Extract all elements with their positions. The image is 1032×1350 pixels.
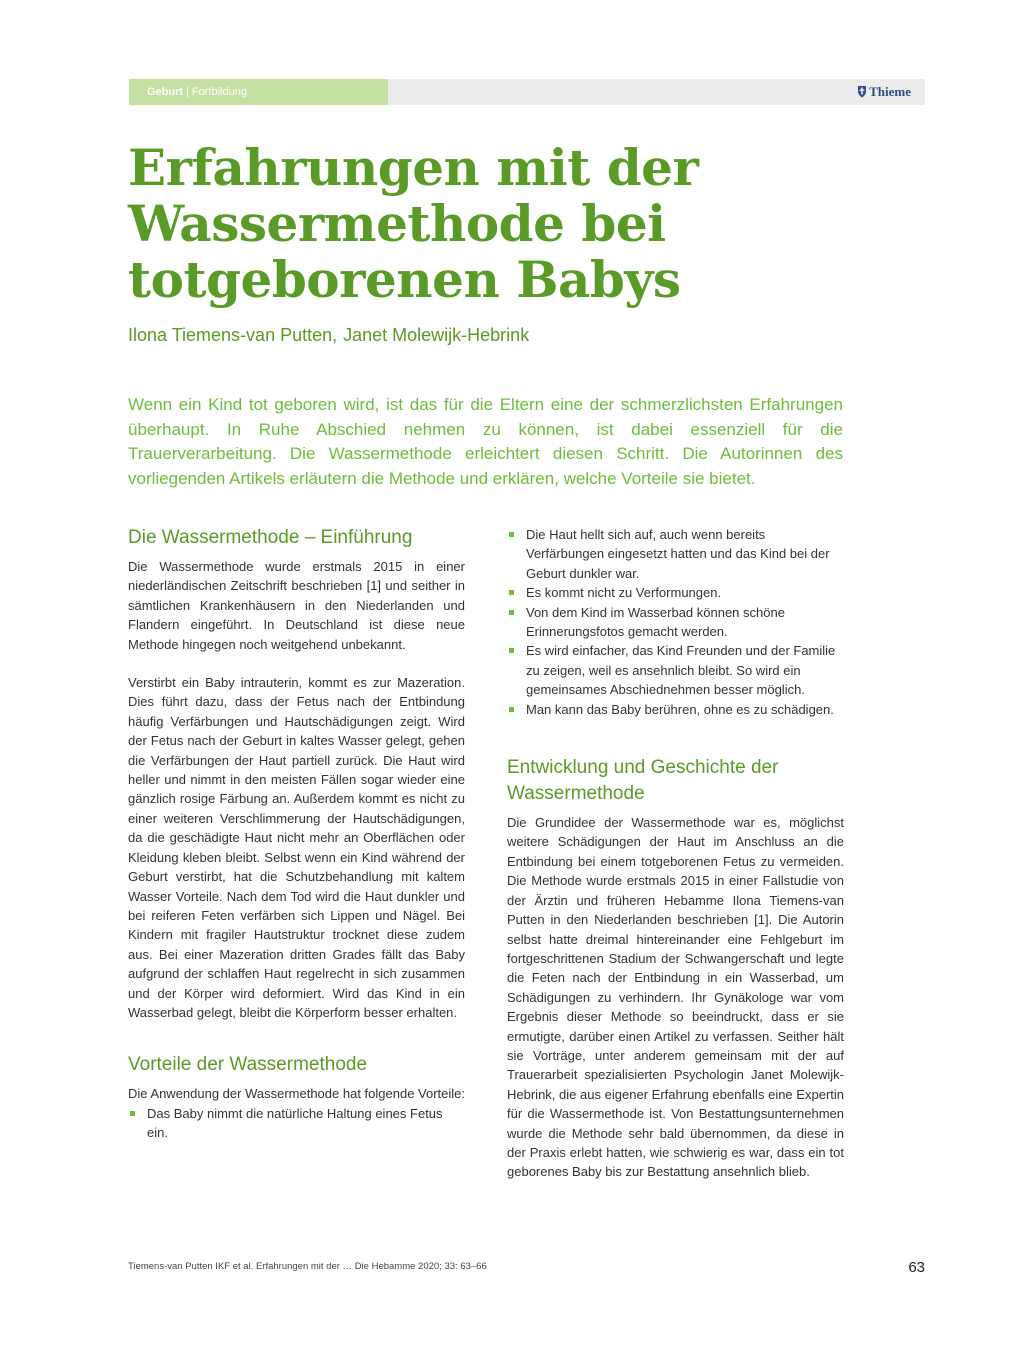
lead-paragraph: Wenn ein Kind tot geboren wird, ist das für die Eltern eine der schmerzlichsten Erfahrungen überhaupt. In Ruhe Abschied nehmen zu können, ist dabei essenziell für die Trauerverarbeitung. Die Wassermethode erleichtert diesen Schritt. Die Autorinnen des vorliegenden Artikels erläutern die Methode und erklären, welche Vorteile sie bietet. <box>128 395 843 488</box>
advantages-list <box>128 1104 465 1143</box>
title-line: totgeborenen Babys <box>128 250 681 309</box>
body-paragraph: Verstirbt ein Baby intrauterin, kommt es zur Mazeration. Dies führt dazu, dass der Fetus nach der Entbindung häufig Verfärbungen und Hautschädigungen zeigt. Wird der Fetus nach der Geburt in kaltes Wasser gelegt, gehen die Verfärbungen der Haut partiell zurück. Die Haut wird heller und nimmt in den meisten Fällen sogar wieder eine gänzlich rosige Färbung an. Außerdem kommt es nicht zu einer weiteren Verschlimmerung der Hautschädigungen, da die geschädigte Haut nicht mehr an Oberflächen oder Kleidung kleben bleibt. Selbst wenn ein Kind während der Geburt verstirbt, hat die Schutzbehandlung mit kaltem Wasser Vorteile. Nach dem Tod wird die Haut dunkler und bei reiferen Feten verfärben sich Lippen und Nägel. Bei Kindern mit fragiler Hautstruktur trocknet diese zudem aus. Bei einer Mazeration dritten Grades fällt das Baby aufgrund der schlaffen Haut regelrecht in sich zusammen und der Körper wird deformiert. Wird das Kind in ein Wasserbad gelegt, bleibt die Körperform besser erhalten. <box>128 675 465 1020</box>
title-line: Wassermethode bei <box>128 194 666 253</box>
section-heading: Die Wassermethode – Einführung <box>128 527 413 548</box>
publisher-logo <box>857 79 911 105</box>
list-item: Das Baby nimmt die natürliche Haltung eines Fetus ein. <box>128 1104 465 1143</box>
section-heading: Vorteile der Wassermethode <box>128 1054 368 1076</box>
left-column <box>128 525 465 1143</box>
body-paragraph: Die Wassermethode wurde erstmals 2015 in einer niederländischen Zeitschrift beschrieben [1] und seither in sämtlichen Krankenhäusern in den Niederlanden und Flandern eingeführt. In Deutschland ist diese neue Methode hingegen noch weitgehend unbekannt. <box>128 559 465 652</box>
advantages-list-continued <box>507 525 844 719</box>
section-heading: Entwicklung und Geschichte der Wassermethode <box>507 757 779 805</box>
thieme-emblem-icon <box>857 85 867 98</box>
right-column <box>507 525 844 1182</box>
author-list <box>128 325 529 346</box>
citation-footer: Tiemens-van Putten IKF et al. Erfahrungen mit der … Die Hebamme 2020; 33: 63–66 <box>128 1261 487 1272</box>
page-number: 63 <box>908 1259 925 1276</box>
author-name: Janet Molewijk-Hebrink <box>343 325 530 345</box>
subsection-name: Fortbildung <box>191 86 247 98</box>
list-item: Es wird einfacher, das Kind Freunden und der Familie zu zeigen, weil es ansehnlich bleibt. So wird ein gemeinsames Abschiednehmen besser möglich. <box>507 641 844 699</box>
section-name: Geburt <box>147 86 184 98</box>
title-line: Erfahrungen mit der <box>128 138 699 197</box>
running-header <box>129 79 925 105</box>
list-item: Man kann das Baby berühren, ohne es zu schädigen. <box>507 700 844 719</box>
article-title <box>128 140 908 308</box>
list-item: Die Haut hellt sich auf, auch wenn bereits Verfärbungen eingesetzt hatten und das Kind bei der Geburt dunkler war. <box>507 525 844 583</box>
section-separator: | <box>186 86 189 98</box>
body-paragraph: Die Grundidee der Wassermethode war es, möglichst weitere Schädigungen der Haut im Anschluss an die Entbindung bei einem totgeborenen Fetus zu vermeiden. Die Methode wurde erstmals 2015 in einer Fallstudie von der Ärztin und früheren Hebamme Ilona Tiemens-van Putten in den Niederlanden beschrieben [1]. Die Autorin selbst hatte dreimal hintereinander eine Fehlgeburt im fortgeschrittenen Stadium der Schwangerschaft und legte die Feten nach der Entbindung in ein Wasserbad, um Schädigungen zu verhindern. Ihr Gynäkologe war vom Ergebnis dieser Methode so beeindruckt, dass er sie ermutigte, darüber einen Artikel zu verfassen. Seither hält sie Vorträge, unter anderem gemeinsam mit der auf Trauerarbeit spezialisierten Psychologin Janet Molewijk-Hebrink, die aus eigener Erfahrung ebenfalls eine Expertin für die Wassermethode ist. Von Bestattungsunternehmen wurde die Methode sehr bald übernommen, da diese in der Praxis erlebt hatten, wie schwierig es war, dass ein tot geborenes Baby bis zur Bestattung ansehnlich blieb. <box>507 815 844 1180</box>
publisher-name: Thieme <box>869 84 911 99</box>
list-item: Von dem Kind im Wasserbad können schöne Erinnerungsfotos gemacht werden. <box>507 603 844 642</box>
section-label <box>129 79 388 105</box>
author-name: Ilona Tiemens-van Putten, <box>128 325 338 345</box>
list-item: Es kommt nicht zu Verformungen. <box>507 583 844 602</box>
body-paragraph: Die Anwendung der Wassermethode hat folgende Vorteile: <box>128 1086 466 1102</box>
